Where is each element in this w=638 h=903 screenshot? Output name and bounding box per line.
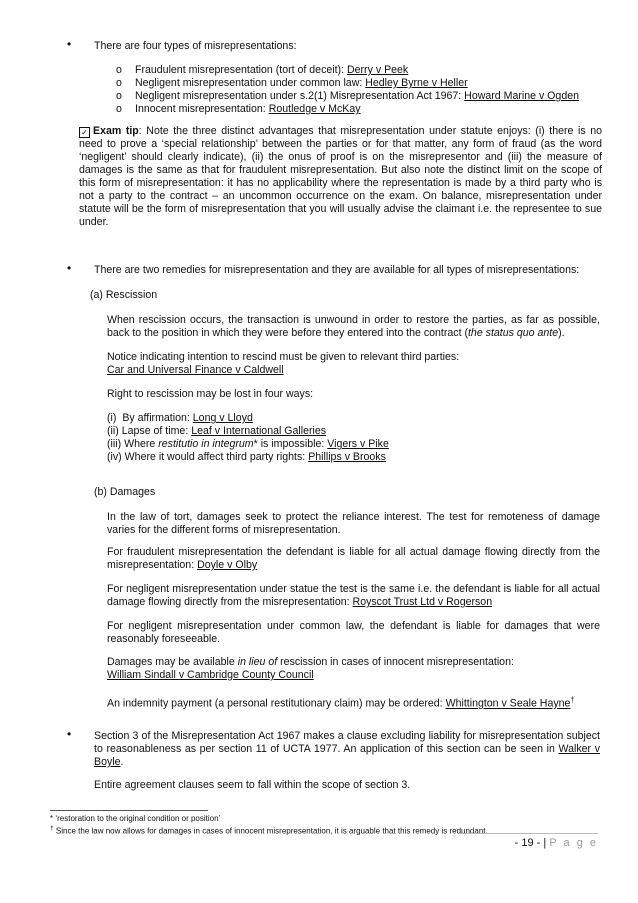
bar-item	[107, 425, 389, 438]
footnote-mark: †	[50, 825, 54, 832]
case-link[interactable]: Derry v Peek	[346, 64, 409, 76]
types-list-item	[135, 64, 408, 77]
types-item-text: Negligent misrepresentation under common law:	[135, 77, 366, 89]
case-link[interactable]: Walker v Boyle	[94, 743, 600, 768]
section3-text: Section 3 of the Misrepresentation Act 1967 makes a clause excluding liability for misrepresentation subject to reasonableness as per section 11 of UCTA 1977. An application of this section can be seen in	[94, 730, 600, 755]
rescission-p1-em: the status quo ante	[467, 327, 559, 339]
footnote-divider	[50, 810, 208, 811]
page-number	[515, 837, 598, 850]
page-number-divider	[460, 833, 598, 834]
rescission-p3: Right to rescission may be lost in four ways:	[107, 388, 314, 400]
checkbox-icon: ✓	[79, 127, 90, 138]
case-link[interactable]: Leaf v International Galleries	[191, 425, 327, 437]
bar-em: restitutio in integrum	[158, 438, 254, 450]
bar-num: (iii)	[107, 438, 122, 450]
damages-p3	[107, 583, 600, 609]
sub-bullet-icon: o	[116, 64, 122, 76]
case-link[interactable]: Doyle v Olby	[197, 559, 258, 571]
bar-item	[107, 438, 389, 451]
damages-p5-text: Damages may be available	[107, 656, 238, 668]
damages-p5-text: rescission in cases of innocent misrepresentation:	[277, 656, 514, 668]
damages-p2	[107, 546, 600, 572]
rescission-p2-text: Notice indicating intention to rescind must be given to relevant third parties:	[107, 351, 460, 363]
bar-item	[107, 451, 389, 464]
damages-p4: For negligent misrepresentation under common law, the defendant is liable for damages that were reasonably foreseeable.	[107, 620, 600, 645]
rescission-p1-end: ).	[558, 327, 565, 339]
bullet-icon: •	[67, 37, 72, 51]
rescission-p2	[107, 351, 459, 377]
damages-heading: (b) Damages	[94, 486, 156, 498]
rescission-p1-text: When rescission occurs, the transaction is unwound in order to restore the parties, as far as possible, back to the position in which they were before they entered into the contract (	[107, 314, 600, 339]
bar-text: By affirmation:	[122, 412, 193, 424]
types-intro: There are four types of misrepresentations:	[94, 40, 297, 52]
bar-num: (iv)	[107, 451, 122, 463]
page-label: P a g e	[549, 837, 598, 849]
case-link[interactable]: Hedley Byrne v Heller	[365, 77, 468, 89]
damages-p6	[107, 694, 574, 711]
case-link[interactable]: Howard Marine v Ogden	[464, 90, 579, 102]
case-link[interactable]: William Sindall v Cambridge County Council	[107, 669, 314, 681]
footnote-mark: *	[50, 814, 54, 823]
sub-bullet-icon: o	[116, 90, 122, 102]
case-link[interactable]: Car and Universal Finance v Caldwell	[107, 364, 284, 376]
bar-text: Where	[124, 438, 159, 450]
bar-item	[107, 412, 389, 425]
types-item-text: Innocent misrepresentation:	[135, 103, 269, 115]
bar-text: * is impossible:	[253, 438, 328, 450]
damages-p6-text: An indemnity payment (a personal restitutionary claim) may be ordered:	[107, 697, 446, 710]
bullet-icon: •	[67, 261, 72, 275]
types-item-text: Fraudulent misrepresentation (tort of deceit):	[135, 64, 347, 76]
case-link[interactable]: Routledge v McKay	[268, 103, 361, 115]
footnote	[50, 824, 488, 837]
exam-tip-label: Exam tip	[93, 125, 139, 137]
damages-p2-text: For fraudulent misrepresentation the defendant is liable for all actual damage flowing directly from the misrepresentation:	[107, 546, 600, 571]
case-link[interactable]: Long v Lloyd	[192, 412, 253, 424]
bar-num: (ii)	[107, 425, 119, 437]
exam-tip	[79, 125, 602, 229]
page-number-sep: |	[540, 837, 550, 849]
rescission-heading: (a) Rescission	[90, 289, 158, 301]
damages-p1: In the law of tort, damages seek to protect the reliance interest. The test for remoteness of damage varies for the different forms of misrepresentation.	[107, 511, 600, 536]
rescission-p1	[107, 314, 600, 340]
types-item-text: Negligent misrepresentation under s.2(1) Misrepresentation Act 1967:	[135, 90, 465, 102]
footnote-text: ‘restoration to the original condition or position’	[53, 814, 221, 823]
case-link[interactable]: Royscot Trust Ltd v Rogerson	[352, 596, 493, 608]
bar-num: (i)	[107, 412, 117, 424]
footnote	[50, 814, 220, 824]
damages-p3-text: For negligent misrepresentation under statue the test is the same i.e. the defendant is liable for all actual damage flowing directly from the misrepresentation:	[107, 583, 600, 608]
section3-p1	[94, 730, 600, 769]
damages-p5-em: in lieu of	[237, 656, 278, 668]
types-list-item	[135, 77, 468, 90]
sub-bullet-icon: o	[116, 103, 122, 115]
case-link[interactable]: Phillips v Brooks	[308, 451, 386, 463]
damages-p5	[107, 656, 514, 682]
footnote-ref: †	[570, 697, 575, 704]
footnote-text: Since the law now allows for damages in cases of innocent misrepresentation, it is arguable that this remedy is redundant.	[53, 826, 488, 836]
rescission-bars	[107, 412, 389, 464]
section3-p2: Entire agreement clauses seem to fall within the scope of section 3.	[94, 779, 411, 791]
case-link[interactable]: Vigers v Pike	[327, 438, 389, 450]
types-list-item	[135, 90, 579, 103]
section3-end: .	[120, 756, 124, 768]
exam-tip-text: : Note the three distinct advantages that misrepresentation under statute enjoys: (i) there is no need to prove a ‘special relationship’ between the parties or for that matter, any form of fraud (as the word ‘negligent’ should clearly indicate), (ii) the onus of proof is on the misrepresentor and (iii) the measure of damages is the same as that for fraudulent misrepresentation. But also note the distinct limit on the scope of this form of misrepresentation: it has no applicability where the representation is made by a third party who is not a party to the contract – an uncommon occurrence on the exam. On balance, misrepresentation under statute will be the form of misrepresentation that you will usually advise the claimant i.e. the representee to sue under.	[79, 125, 602, 228]
case-link[interactable]: Whittington v Seale Hayne	[445, 697, 571, 710]
page-number-value: - 19 -	[514, 837, 541, 849]
bar-text: Where it would affect third party rights:	[124, 451, 309, 463]
sub-bullet-icon: o	[116, 77, 122, 89]
bar-text: Lapse of time:	[121, 425, 192, 437]
remedies-intro: There are two remedies for misrepresentation and they are available for all types of misrepresentations:	[94, 264, 580, 276]
bullet-icon: •	[67, 727, 72, 741]
types-list-item	[135, 103, 361, 116]
